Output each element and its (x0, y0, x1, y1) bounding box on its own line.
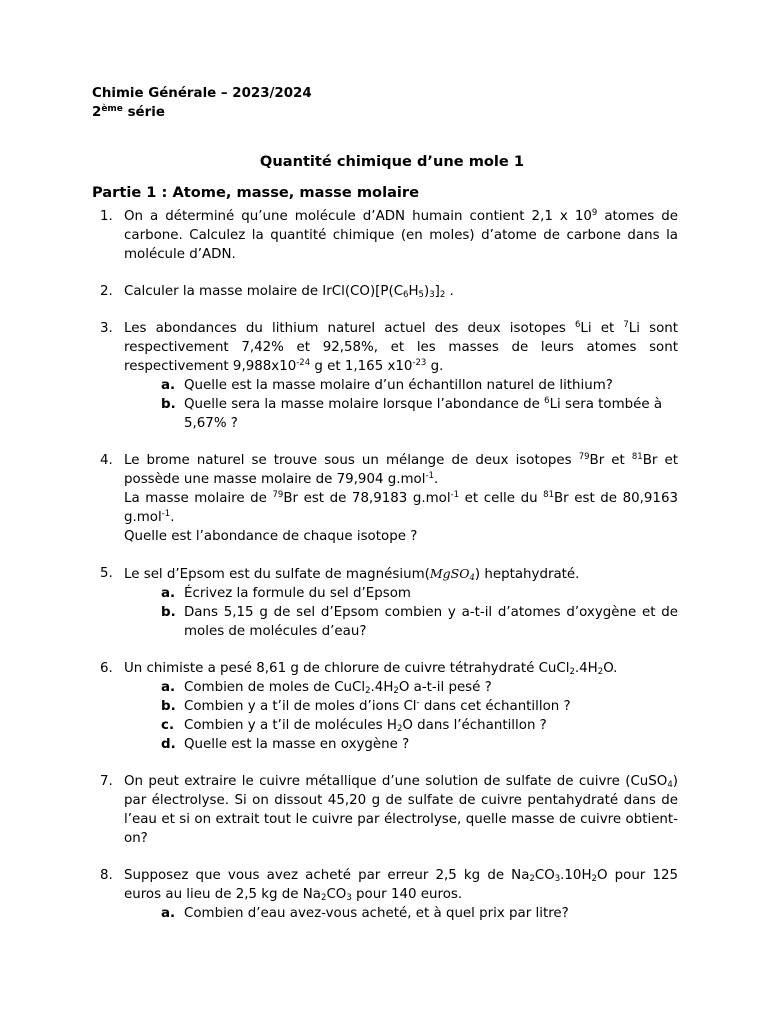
text: ) heptahydraté. (474, 567, 580, 582)
series-label (92, 103, 678, 122)
superscript: 79 (578, 452, 590, 462)
text: Quelle est la masse en oxygène ? (184, 737, 410, 752)
subquestion-letter: a. (161, 378, 176, 393)
text: g et 1,165 x10 (310, 359, 413, 374)
question-3 (92, 319, 678, 433)
superscript: 6 (544, 396, 550, 406)
subscript: 3 (429, 290, 435, 300)
subscript: 3 (554, 874, 561, 884)
superscript: 6 (575, 320, 581, 330)
subquestion-list (124, 376, 678, 433)
text: Combien de moles de CuCl (184, 680, 366, 695)
question-4 (92, 451, 678, 546)
text: et celle du (459, 491, 544, 506)
superscript: 9 (591, 208, 598, 218)
text: Calculer la masse molaire de IrCl(CO)[P(C (124, 284, 404, 299)
subscript: 4 (469, 573, 475, 583)
text: O. (603, 661, 618, 676)
superscript: -1 (450, 490, 460, 500)
subquestion-b (124, 603, 678, 641)
text: O dans l’échantillon ? (402, 718, 547, 733)
question-number: 5. (100, 566, 113, 581)
subscript: 2 (393, 686, 399, 696)
subquestion-d (124, 735, 678, 754)
course-header (92, 84, 678, 122)
subquestion-list (124, 904, 678, 923)
text: Dans 5,15 g de sel d’Epsom combien y a-t-il d’atomes d’oxygène et de moles de molécules d’eau? (184, 605, 678, 639)
text: Br est de 78,9183 g.mol (283, 491, 451, 506)
text: Quelle est l’abondance de chaque isotope ? (124, 529, 418, 544)
text: dans cet échantillon ? (419, 699, 571, 714)
subquestion-a (124, 904, 678, 923)
subquestion-b (124, 697, 678, 716)
text: Supposez que vous avez acheté par erreur 2,5 kg de Na (124, 868, 530, 883)
series-suffix: ème (101, 104, 123, 114)
subscript: 5 (418, 290, 424, 300)
question-2 (92, 282, 678, 301)
text: H (408, 284, 419, 299)
subquestion-c (124, 716, 678, 735)
subscript: 2 (529, 874, 535, 884)
superscript: - (416, 698, 420, 708)
text: Un chimiste a pesé 8,61 g de chlorure de cuivre tétrahydraté CuCl (124, 661, 570, 676)
question-list (92, 207, 678, 923)
text: On a déterminé qu’une molécule d’ADN humain contient 2,1 x 10 (124, 209, 592, 224)
subquestion-list (124, 584, 678, 641)
subscript: 2 (439, 290, 446, 300)
section-heading: Partie 1 : Atome, masse, masse molaire (92, 184, 420, 201)
text: Quelle est la masse molaire d’un échantillon naturel de lithium? (184, 378, 613, 393)
subscript: 2 (365, 686, 371, 696)
subscript: 2 (591, 874, 597, 884)
question-number: 2. (100, 284, 113, 299)
subscript: 4 (667, 780, 673, 790)
text: CO (326, 887, 347, 902)
text: pour 140 euros. (351, 887, 463, 902)
text: Combien y a t’il de moles d’ions Cl (184, 699, 417, 714)
superscript: -1 (161, 509, 171, 519)
text: Br est de 80,9163 g.mol (124, 491, 678, 525)
subquestion-letter: a. (161, 680, 176, 695)
subscript: 2 (321, 893, 327, 903)
question-5 (92, 564, 678, 641)
text: Quelle sera la masse molaire lorsque l’abondance de (184, 397, 545, 412)
text: Les abondances du lithium naturel actuel des deux isotopes (124, 321, 575, 336)
question-1 (92, 207, 678, 264)
superscript: -23 (412, 358, 427, 368)
subquestion-letter: b. (161, 699, 176, 714)
text: .4H (574, 661, 598, 676)
question-number: 3. (100, 321, 113, 336)
superscript: 81 (543, 490, 554, 500)
text: .4H (370, 680, 394, 695)
text: Le sel d’Epsom est du sulfate de magnésium( (124, 567, 430, 582)
math-text: MgSO (429, 566, 470, 581)
superscript: -24 (296, 358, 311, 368)
superscript: 79 (272, 490, 284, 500)
subquestion-letter: a. (161, 586, 176, 601)
text: .10H (560, 868, 592, 883)
text: atomes de carbone. Calculez la quantité chimique (en moles) d’atome de carbone dans la molécule d’ADN. (124, 209, 678, 262)
text: Combien d’eau avez-vous acheté, et à quel prix par litre? (184, 906, 569, 921)
superscript: 81 (631, 452, 643, 462)
subquestion-a (124, 584, 678, 603)
subquestion-letter: a. (161, 906, 176, 921)
subquestion-b (124, 395, 678, 433)
subscript: 2 (569, 667, 575, 677)
series-number: 2 (92, 105, 102, 120)
question-number: 8. (100, 868, 113, 883)
subscript: 2 (396, 724, 403, 734)
subscript: 6 (403, 290, 409, 300)
text: Li sera tombée à 5,67% ? (184, 397, 663, 431)
course-title: Chimie Générale – 2023/2024 (92, 86, 312, 101)
text: g. (426, 359, 444, 374)
math-formula (430, 566, 475, 581)
text: ) (423, 284, 430, 299)
question-number: 7. (100, 774, 113, 789)
superscript: 7 (623, 320, 629, 330)
subscript: 2 (597, 667, 604, 677)
question-number: 6. (100, 661, 113, 676)
text: On peut extraire le cuivre métallique d’une solution de sulfate de cuivre (CuSO (124, 774, 668, 789)
question-number: 4. (100, 453, 113, 468)
superscript: -1 (425, 471, 434, 481)
subquestion-letter: d. (161, 737, 176, 752)
subscript: 3 (346, 893, 352, 903)
question-number: 1. (100, 209, 113, 224)
text: Br et (589, 453, 632, 468)
text: ) par électrolyse. Si on dissout 45,20 g de sulfate de cuivre pentahydraté dans de l’eau et si on extrait tout le cuivre par électrolyse, quelle masse de cuivre obtient-on? (124, 774, 678, 846)
text: Br et possède une masse molaire de 79,904 g.mol (124, 453, 678, 487)
question-7 (92, 772, 678, 848)
question-6 (92, 659, 678, 754)
text: ] (434, 284, 440, 299)
subquestion-a (124, 678, 678, 697)
text: La masse molaire de (124, 491, 273, 506)
text: Le brome naturel se trouve sous un mélange de deux isotopes (124, 453, 579, 468)
text: Li sont respectivement 7,42% et 92,58%, et les masses de leurs atomes sont respectivement 9,988x10 (124, 321, 679, 374)
document-page (92, 84, 678, 941)
text: . (445, 284, 454, 299)
text: O pour 125 euros au lieu de 2,5 kg de Na (124, 868, 679, 902)
subquestion-list (124, 678, 678, 754)
question-8 (92, 866, 678, 923)
subquestion-a (124, 376, 678, 395)
subquestion-letter: c. (161, 718, 175, 733)
series-word: série (122, 105, 165, 120)
text: Écrivez la formule du sel d’Epsom (184, 586, 411, 601)
text: O a-t-il pesé ? (398, 680, 492, 695)
text: CO (534, 868, 555, 883)
text: Combien y a t’il de molécules H (184, 718, 397, 733)
text: . (170, 510, 175, 525)
document-title: Quantité chimique d’une mole 1 (259, 153, 525, 170)
text: . (433, 472, 439, 487)
subquestion-letter: b. (161, 397, 176, 412)
text: Li et (580, 321, 624, 336)
subquestion-letter: b. (161, 605, 176, 620)
